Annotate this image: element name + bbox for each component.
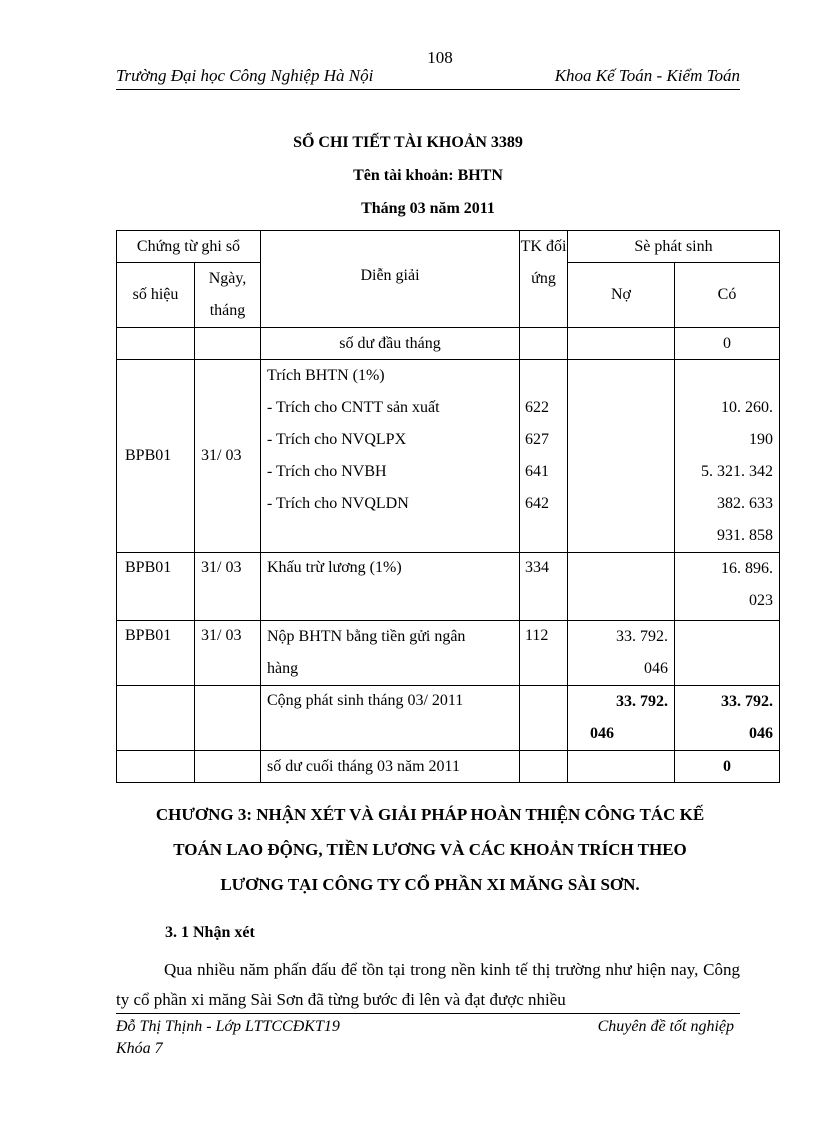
number-header: số hiệu [117,263,195,328]
account-code: 641 [525,463,549,480]
debit-value: 046 [644,660,668,677]
account-code: 112 [520,621,568,686]
table-row [117,328,780,360]
debit-value: 33. 792. [616,628,668,645]
description-line: - Trích cho CNTT sản xuất [267,399,440,416]
chapter-line: TOÁN LAO ĐỘNG, TIỀN LƯƠNG VÀ CÁC KHOẢN TRÍCH THEO [173,840,687,859]
table-header-row [117,231,780,263]
credit-value: 046 [749,725,773,742]
voucher-number: BPB01 [117,360,195,553]
description-line: hàng [267,660,299,677]
description-line: Trích BHTN (1%) [267,367,385,384]
table-row [117,751,780,783]
total-credit [675,686,780,751]
credit-value: 16. 896. [721,560,773,577]
account-name: Tên tài khoản: BHTN [353,167,503,184]
chapter-heading [0,797,816,902]
debit-value: 046 [590,725,614,742]
counter-account-header: TK đối ứng [520,231,568,328]
header-divider [116,89,740,90]
closing-credit: 0 [675,751,780,783]
page-number: 108 [427,48,453,67]
description-line: - Trích cho NVBH [267,463,387,480]
account-code: 622 [525,399,549,416]
table-row [117,621,780,686]
credit-value: 10. 260. [721,399,773,416]
description-line: Nộp BHTN bằng tiền gửi ngân [267,628,466,645]
voucher-number: BPB01 [117,553,195,621]
opening-description: số dư đầu tháng [261,328,520,360]
credit-value: 5. 321. 342 [701,463,773,480]
credit-lines [675,360,780,553]
voucher-date: 31/ 03 [195,553,261,621]
opening-credit: 0 [675,328,780,360]
credit-value: 931. 858 [717,527,773,544]
account-code: 334 [520,553,568,621]
arising-header: Sè phát sinh [568,231,780,263]
body-paragraph [116,955,740,1015]
ledger-table [116,230,780,783]
table-row [117,360,780,553]
chapter-line: CHƯƠNG 3: NHẬN XÉT VÀ GIẢI PHÁP HOÀN THIỆN CÔNG TÁC KẾ [155,805,705,824]
account-lines [520,360,568,553]
credit-value: 190 [749,431,773,448]
credit-value: 382. 633 [717,495,773,512]
description-line: - Trích cho NVQLDN [267,495,409,512]
voucher-date: 31/ 03 [195,360,261,553]
description-header: Diễn giải [261,231,520,328]
credit-lines [675,553,780,621]
description-line: - Trích cho NVQLPX [267,431,407,448]
description-lines [261,360,520,553]
table-row [117,686,780,751]
description-lines [261,621,520,686]
credit-header: Có [675,263,780,328]
closing-description: số dư cuối tháng 03 năm 2011 [261,751,520,783]
section-heading: 3. 1 Nhận xét [165,924,255,941]
footer-title: Chuyên đề tốt nghiệp [597,1018,734,1035]
voucher-date: 31/ 03 [195,621,261,686]
debit-header: Nợ [568,263,675,328]
period-title: Tháng 03 năm 2011 [361,200,495,217]
table-row [117,553,780,621]
header-school: Trường Đại học Công Nghiệp Hà Nội [116,66,374,85]
chapter-line: LƯƠNG TẠI CÔNG TY CỔ PHẦN XI MĂNG SÀI SƠN. [220,875,640,894]
voucher-header: Chứng từ ghi sổ [117,231,261,263]
credit-value: 023 [749,592,773,609]
footer-author: Đỗ Thị Thịnh - Lớp LTTCCĐKT19 [116,1018,340,1035]
header-faculty: Khoa Kế Toán - Kiểm Toán [554,66,740,85]
credit-value: 33. 792. [721,693,773,710]
debit-lines [568,621,675,686]
date-header: Ngày, tháng [195,263,261,328]
account-code: 642 [525,495,549,512]
total-debit [568,686,675,751]
footer-cohort: Khóa 7 [116,1040,163,1057]
total-description: Cộng phát sinh tháng 03/ 2011 [261,686,520,751]
paragraph-text: Qua nhiều năm phấn đấu để tồn tại trong nền kinh tế thị trường như hiện nay, Công ty cổ phần xi măng Sài Sơn đã từng bước đi lên và đạt được nhiều [116,960,740,1009]
footer-divider [116,1013,740,1014]
ledger-title: SỔ CHI TIẾT TÀI KHOẢN 3389 [293,134,523,151]
voucher-number: BPB01 [117,621,195,686]
account-code: 627 [525,431,549,448]
debit-value: 33. 792. [616,693,668,710]
description: Khấu trừ lương (1%) [261,553,520,621]
